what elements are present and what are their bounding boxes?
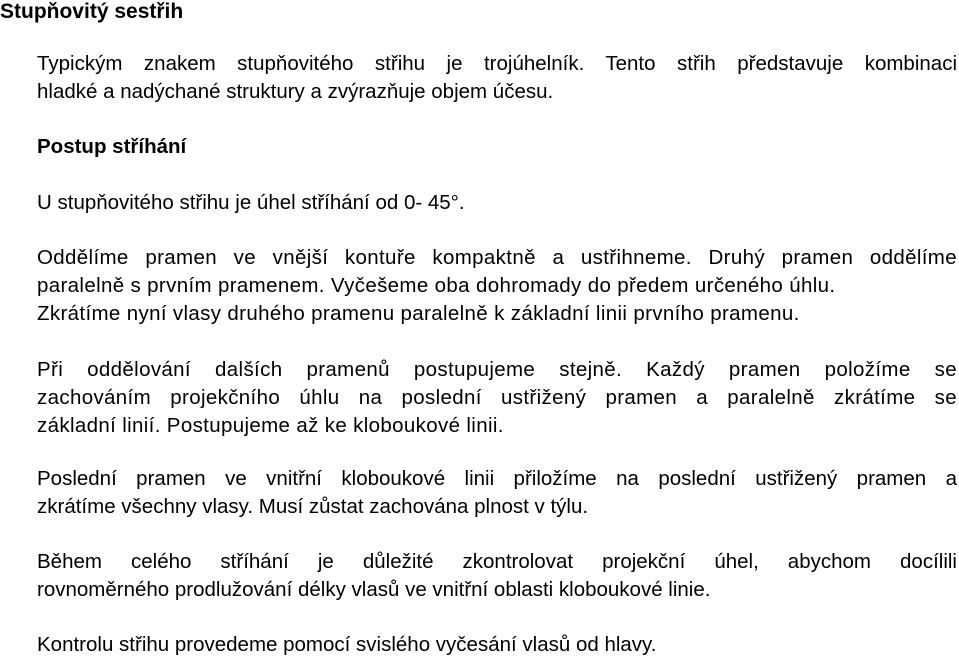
procedure-heading xyxy=(37,133,957,161)
step4-line-2: rovnoměrného prodlužování délky vlasů ve vnitřní oblasti kloboukové linie. xyxy=(37,578,711,601)
step3-line-2: zkrátíme všechny vlasy. Musí zůstat zachována plnost v týlu. xyxy=(37,495,589,518)
step3-paragraph xyxy=(37,465,957,521)
step2-line-3: základní linií. Postupujeme až ke kloboukové linii. xyxy=(37,414,504,437)
procedure-heading-text: Postup stříhání xyxy=(37,135,187,158)
step1-line-2: paralelně s prvním pramenem. Vyčešeme oba dohromady do předem určeného úhlu. xyxy=(37,274,836,297)
angle-paragraph xyxy=(37,189,957,217)
step2-paragraph xyxy=(37,356,957,440)
step1-line-3: Zkrátíme nyní vlasy druhého pramenu paralelně k základní linii prvního pramenu. xyxy=(37,302,800,325)
step1-paragraph xyxy=(37,244,957,328)
step1-line-1: Oddělíme pramen ve vnější kontuře kompaktně a ustřihneme. Druhý pramen oddělíme xyxy=(37,246,957,269)
step4-paragraph xyxy=(37,548,957,604)
step2-line-1: Při oddělování dalších pramenů postupujeme stejně. Každý pramen položíme se xyxy=(37,358,957,381)
document-title: Stupňovitý sestřih xyxy=(0,0,184,23)
angle-line: U stupňovitého střihu je úhel stříhání od 0- 45°. xyxy=(37,191,465,214)
step4-line-1: Během celého stříhání je důležité zkontrolovat projekční úhel, abychom docílili xyxy=(37,550,957,573)
step3-line-1: Poslední pramen ve vnitřní kloboukové linii přiložíme na poslední ustřižený pramen a xyxy=(37,467,957,490)
closing-paragraph xyxy=(37,631,957,659)
intro-paragraph xyxy=(37,50,957,106)
intro-line-2: hladké a nadýchané struktury a zvýrazňuje objem účesu. xyxy=(37,80,554,103)
closing-line: Kontrolu střihu provedeme pomocí svislého vyčesání vlasů od hlavy. xyxy=(37,633,657,656)
step2-line-2: zachováním projekčního úhlu na poslední ustřižený pramen a paralelně zkrátíme se xyxy=(37,386,957,409)
intro-line-1: Typickým znakem stupňovitého střihu je trojúhelník. Tento střih představuje kombinaci xyxy=(37,52,957,75)
